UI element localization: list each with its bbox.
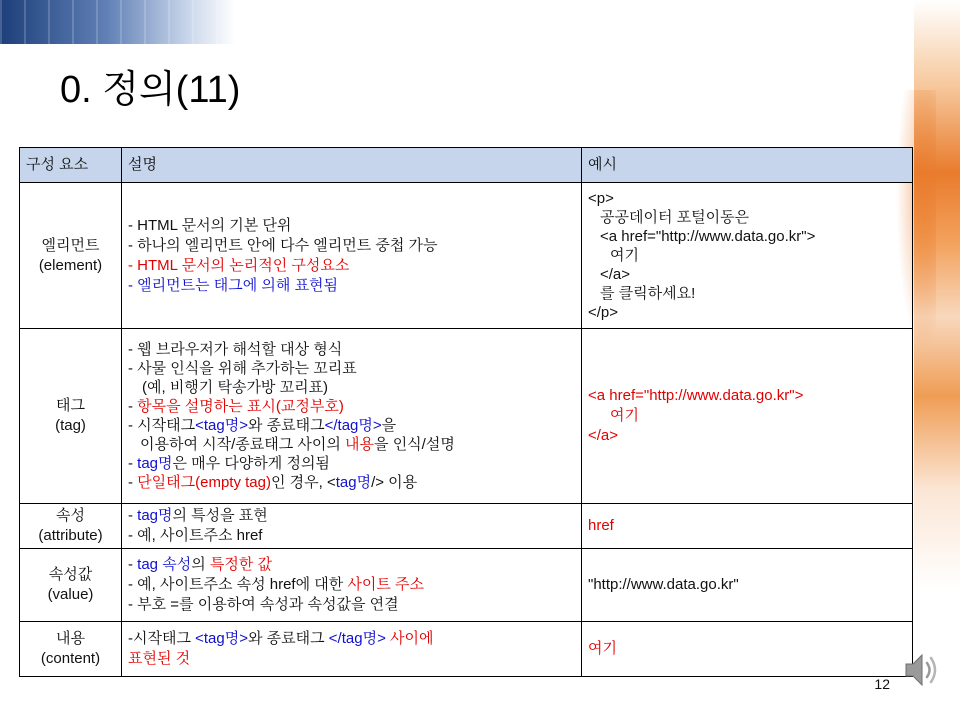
slide-number: 12 xyxy=(874,676,890,692)
desc-text: 인 경우, < xyxy=(271,474,336,491)
desc-line xyxy=(128,454,575,473)
desc-line xyxy=(128,506,575,526)
component-name: 태그 xyxy=(56,397,85,414)
table-row-attribute xyxy=(20,504,913,549)
desc-line: - 하나의 엘리먼트 안에 다수 엘리먼트 중첩 가능 xyxy=(128,236,438,254)
desc-text: /> 이용 xyxy=(371,474,418,491)
desc-highlight: <tag명> xyxy=(195,417,248,434)
example-cell xyxy=(582,183,913,329)
example-cell xyxy=(582,329,913,504)
desc-text: 을 인식/설명 xyxy=(374,436,455,453)
desc-highlight: 사이트 주소 xyxy=(347,576,425,593)
description-cell xyxy=(122,183,582,329)
desc-text: 의 xyxy=(191,556,210,573)
desc-text: - xyxy=(128,398,138,415)
desc-highlight: 항목을 설명하는 표시(교정부호) xyxy=(137,398,344,415)
desc-highlight: 내용 xyxy=(345,436,375,453)
desc-line: - 부호 =를 이용하여 속성과 속성값을 연결 xyxy=(128,596,399,613)
desc-line xyxy=(128,575,575,595)
table-row-tag xyxy=(20,329,913,504)
example-line: 여기 xyxy=(610,247,639,264)
table-row-content xyxy=(20,622,913,677)
component-cell xyxy=(20,329,122,504)
speaker-icon[interactable] xyxy=(902,646,942,694)
desc-line: - 예, 사이트주소 href xyxy=(128,527,263,544)
desc-line xyxy=(128,416,575,435)
description-cell xyxy=(122,622,582,677)
desc-highlight: </tag명> xyxy=(328,630,386,647)
desc-text: - xyxy=(128,455,138,472)
example-cell: 여기 xyxy=(582,622,913,677)
component-english: (content) xyxy=(40,650,101,667)
table-row-element xyxy=(20,183,913,329)
component-name: 속성값 xyxy=(48,566,93,583)
component-english: (attribute) xyxy=(38,527,103,544)
desc-text: - 예, 사이트주소 속성 href에 대한 xyxy=(128,576,348,593)
component-cell xyxy=(20,622,122,677)
desc-text: - xyxy=(128,474,138,491)
desc-highlight: 속성 xyxy=(162,556,192,573)
desc-line: (예, 비행기 탁송가방 꼬리표) xyxy=(142,379,329,396)
example-line: </a> xyxy=(588,427,619,444)
example-line: 여기 xyxy=(610,407,639,424)
component-name: 내용 xyxy=(56,630,85,647)
desc-highlight: <tag명> xyxy=(195,630,248,647)
desc-text: - xyxy=(128,556,138,573)
example-line: 를 클릭하세요! xyxy=(600,285,696,302)
desc-text: 이용하여 시작/종료태그 사이의 xyxy=(140,436,346,453)
component-name: 속성 xyxy=(56,507,85,524)
component-cell xyxy=(20,549,122,622)
desc-line-highlight: - HTML 문서의 논리적인 구성요소 xyxy=(128,256,350,274)
example-line: </p> xyxy=(588,304,619,321)
component-name: 엘리먼트 xyxy=(41,236,100,254)
desc-line xyxy=(128,555,575,575)
description-cell xyxy=(122,504,582,549)
desc-highlight: tag명 xyxy=(137,507,173,524)
desc-line: - HTML 문서의 기본 단위 xyxy=(128,216,292,234)
desc-highlight: 단일태그(empty tag) xyxy=(137,474,271,491)
component-cell xyxy=(20,504,122,549)
description-cell xyxy=(122,549,582,622)
desc-text: 은 매우 다양하게 정의됨 xyxy=(172,455,330,472)
desc-line-highlight: 표현된 것 xyxy=(128,650,191,667)
desc-text: - xyxy=(128,507,138,524)
desc-highlight: 사이에 xyxy=(385,630,434,647)
component-english: (value) xyxy=(47,586,94,603)
example-line: </a> xyxy=(600,266,631,283)
desc-text: 와 종료태그 xyxy=(248,630,329,647)
example-line: <a href="http://www.data.go.kr"> xyxy=(600,228,816,245)
desc-line: - 사물 인식을 위해 추가하는 꼬리표 xyxy=(128,360,357,377)
definition-table xyxy=(19,147,913,677)
example-cell: href xyxy=(582,504,913,549)
desc-line xyxy=(128,629,575,649)
desc-highlight: tag xyxy=(137,556,159,573)
desc-line xyxy=(128,473,575,492)
desc-text: 와 종료태그 xyxy=(248,417,325,434)
desc-line xyxy=(128,435,575,454)
header-decoration xyxy=(0,0,235,44)
example-line: <p> xyxy=(588,190,614,207)
example-cell: "http://www.data.go.kr" xyxy=(582,549,913,622)
header-example: 예시 xyxy=(582,148,913,183)
component-cell xyxy=(20,183,122,329)
side-decoration xyxy=(914,0,960,720)
desc-text: 의 특성을 표현 xyxy=(172,507,268,524)
desc-highlight: </tag명> xyxy=(324,417,382,434)
desc-highlight: 특정한 값 xyxy=(209,556,272,573)
description-cell xyxy=(122,329,582,504)
example-line: 공공데이터 포털이동은 xyxy=(600,209,750,226)
header-description: 설명 xyxy=(122,148,582,183)
desc-text: -시작태그 xyxy=(128,630,196,647)
desc-highlight: tag명 xyxy=(137,455,173,472)
component-english: (tag) xyxy=(55,417,86,434)
component-english: (element) xyxy=(38,256,103,274)
desc-line-highlight: - 엘리먼트는 태그에 의해 표현됨 xyxy=(128,276,339,294)
desc-highlight: tag명 xyxy=(335,474,372,491)
header-component: 구성 요소 xyxy=(20,148,122,183)
desc-line xyxy=(128,397,575,416)
desc-text: 을 xyxy=(381,417,397,434)
example-line: <a href="http://www.data.go.kr"> xyxy=(588,387,804,404)
slide-title: 0. 정의(11) xyxy=(60,69,241,111)
desc-text: - 시작태그 xyxy=(128,417,196,434)
table-row-value xyxy=(20,549,913,622)
table-header-row xyxy=(20,148,913,183)
desc-line: - 웹 브라우저가 해석할 대상 형식 xyxy=(128,341,343,358)
